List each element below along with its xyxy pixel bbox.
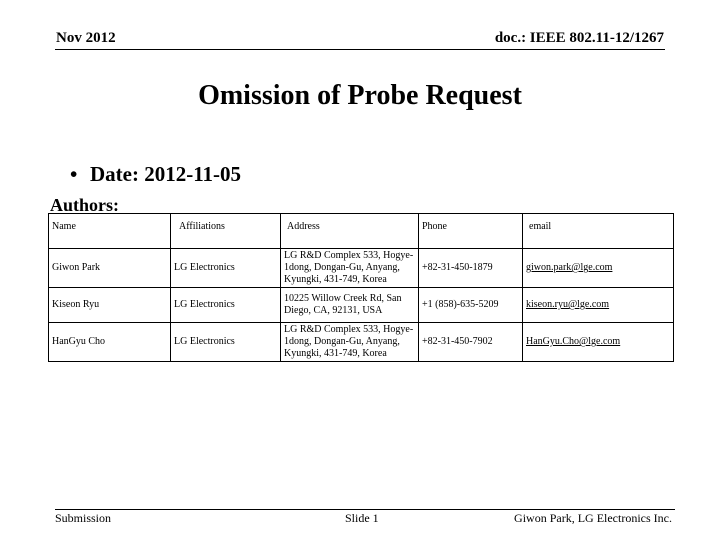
author-name: Giwon Park [49, 249, 171, 288]
header-divider [55, 49, 665, 50]
author-address: 10225 Willow Creek Rd, San Diego, CA, 92131, USA [281, 288, 419, 323]
author-name: HanGyu Cho [49, 323, 171, 362]
header-email: email [523, 214, 674, 249]
footer-submission: Submission [55, 511, 112, 525]
footer-divider [55, 509, 675, 510]
author-affiliation: LG Electronics [171, 288, 281, 323]
authors-table [48, 213, 674, 362]
header-name: Name [49, 214, 171, 249]
bullet-icon: • [70, 162, 78, 186]
table-row [49, 323, 674, 362]
table-row [49, 249, 674, 288]
header-date: Nov 2012 [56, 30, 116, 46]
date-text: Date: 2012-11-05 [90, 162, 242, 186]
header-doc-id: doc.: IEEE 802.11-12/1267 [494, 30, 664, 46]
author-email-link[interactable]: HanGyu.Cho@lge.com [526, 336, 621, 347]
footer-slide-number: Slide 1 [345, 511, 379, 525]
author-affiliation: LG Electronics [171, 249, 281, 288]
footer-author: Giwon Park, LG Electronics Inc. [514, 511, 672, 525]
author-name: Kiseon Ryu [49, 288, 171, 323]
header-affiliations: Affiliations [171, 214, 281, 249]
author-phone: +82-31-450-7902 [419, 323, 523, 362]
author-phone: +1 (858)-635-5209 [419, 288, 523, 323]
author-address: LG R&D Complex 533, Hogye-1dong, Dongan-Gu, Anyang, Kyungki, 431-749, Korea [281, 249, 419, 288]
authors-label: Authors: [50, 195, 120, 215]
author-address: LG R&D Complex 533, Hogye-1dong, Dongan-Gu, Anyang, Kyungki, 431-749, Korea [281, 323, 419, 362]
header-phone: Phone [419, 214, 523, 249]
author-phone: +82-31-450-1879 [419, 249, 523, 288]
slide-title: Omission of Probe Request [198, 80, 522, 111]
author-email-link[interactable]: kiseon.ryu@lge.com [526, 299, 610, 310]
author-affiliation: LG Electronics [171, 323, 281, 362]
header-address: Address [281, 214, 419, 249]
table-header-row [49, 214, 674, 249]
author-email-link[interactable]: giwon.park@lge.com [526, 262, 613, 273]
date-bullet [70, 162, 241, 187]
table-row [49, 288, 674, 323]
